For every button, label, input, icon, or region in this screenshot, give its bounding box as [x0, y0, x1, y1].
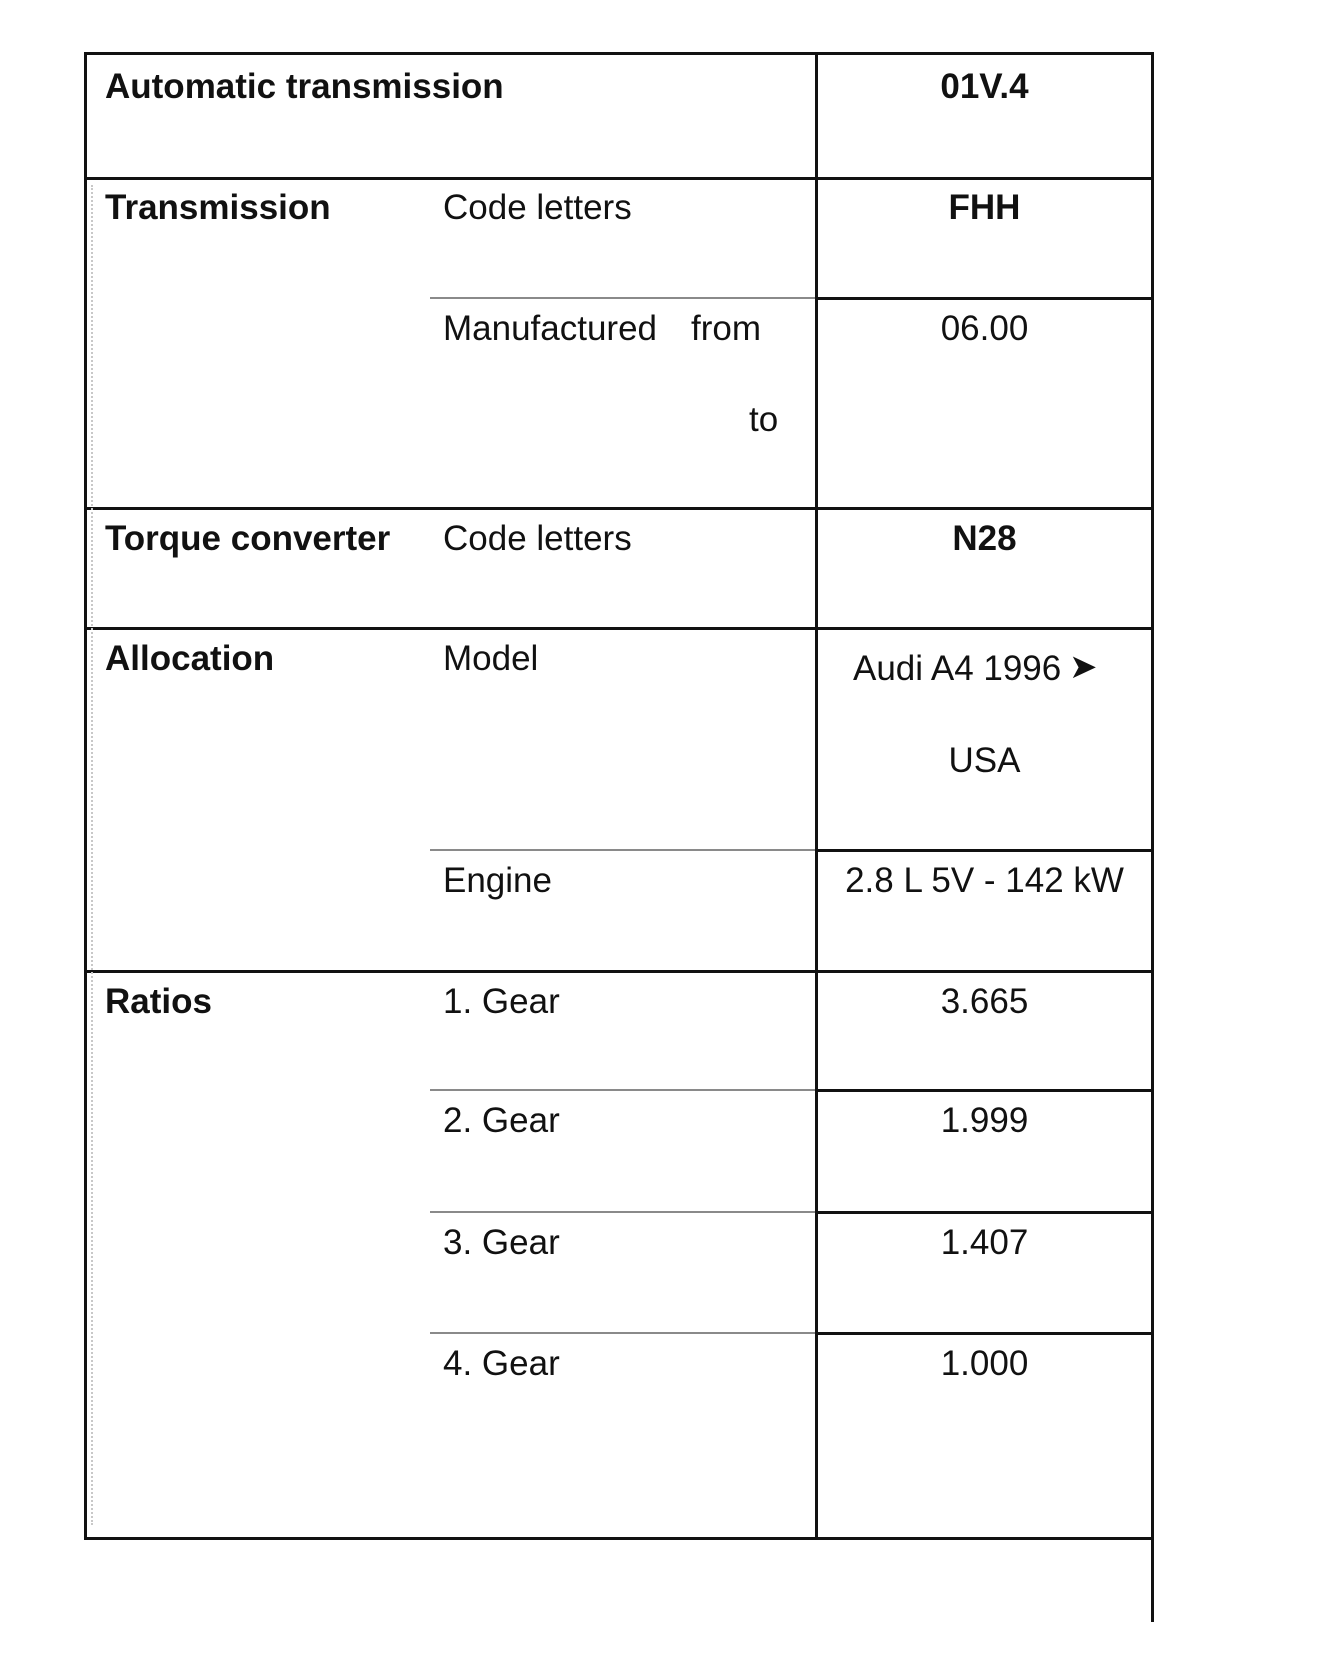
- subrow-divider: [430, 1211, 815, 1213]
- column-divider: [815, 55, 818, 1537]
- torque-converter-code-value: N28: [952, 519, 1017, 558]
- gear-1-value: 3.665: [940, 982, 1029, 1021]
- scan-artifact: [91, 185, 93, 1525]
- allocation-group-label: Allocation: [105, 639, 275, 678]
- manufactured-to-label: to: [749, 400, 779, 439]
- torque-converter-code-label: Code letters: [443, 519, 632, 558]
- header-value: 01V.4: [940, 67, 1029, 106]
- manufactured-from-label: from: [691, 309, 761, 348]
- transmission-code-label: Code letters: [443, 188, 632, 227]
- model-value-line1: Audi A4 1996: [853, 649, 1062, 688]
- manufactured-from-value: 06.00: [940, 309, 1029, 348]
- subrow-divider: [815, 1332, 1151, 1335]
- row-divider: [87, 627, 1151, 630]
- engine-label: Engine: [443, 861, 552, 900]
- transmission-code-value: FHH: [948, 188, 1021, 227]
- subrow-divider: [430, 849, 815, 851]
- torque-converter-group-label: Torque converter: [105, 519, 391, 558]
- row-divider: [87, 507, 1151, 510]
- engine-value: 2.8 L 5V - 142 kW: [845, 861, 1124, 900]
- manufactured-label: Manufactured: [443, 309, 658, 348]
- subrow-divider: [815, 297, 1151, 300]
- subrow-divider: [430, 1332, 815, 1334]
- ratios-group-label: Ratios: [105, 982, 212, 1021]
- model-value-line2: USA: [948, 741, 1021, 780]
- header-label: Automatic transmission: [105, 67, 504, 106]
- gear-3-value: 1.407: [940, 1223, 1029, 1262]
- subrow-divider: [815, 849, 1151, 852]
- arrow-right-icon: ➤: [1069, 648, 1098, 686]
- transmission-group-label: Transmission: [105, 188, 331, 227]
- subrow-divider: [430, 297, 815, 299]
- gear-4-value: 1.000: [940, 1344, 1029, 1383]
- row-divider: [87, 177, 1151, 180]
- gear-1-label: 1. Gear: [443, 982, 560, 1021]
- subrow-divider: [815, 1211, 1151, 1214]
- spec-table: [84, 52, 1154, 1540]
- gear-2-label: 2. Gear: [443, 1101, 560, 1140]
- gear-4-label: 4. Gear: [443, 1344, 560, 1383]
- trailing-line: [1151, 1538, 1154, 1622]
- row-divider: [87, 970, 1151, 973]
- subrow-divider: [815, 1089, 1151, 1092]
- model-label: Model: [443, 639, 539, 678]
- gear-2-value: 1.999: [940, 1101, 1029, 1140]
- subrow-divider: [430, 1089, 815, 1091]
- gear-3-label: 3. Gear: [443, 1223, 560, 1262]
